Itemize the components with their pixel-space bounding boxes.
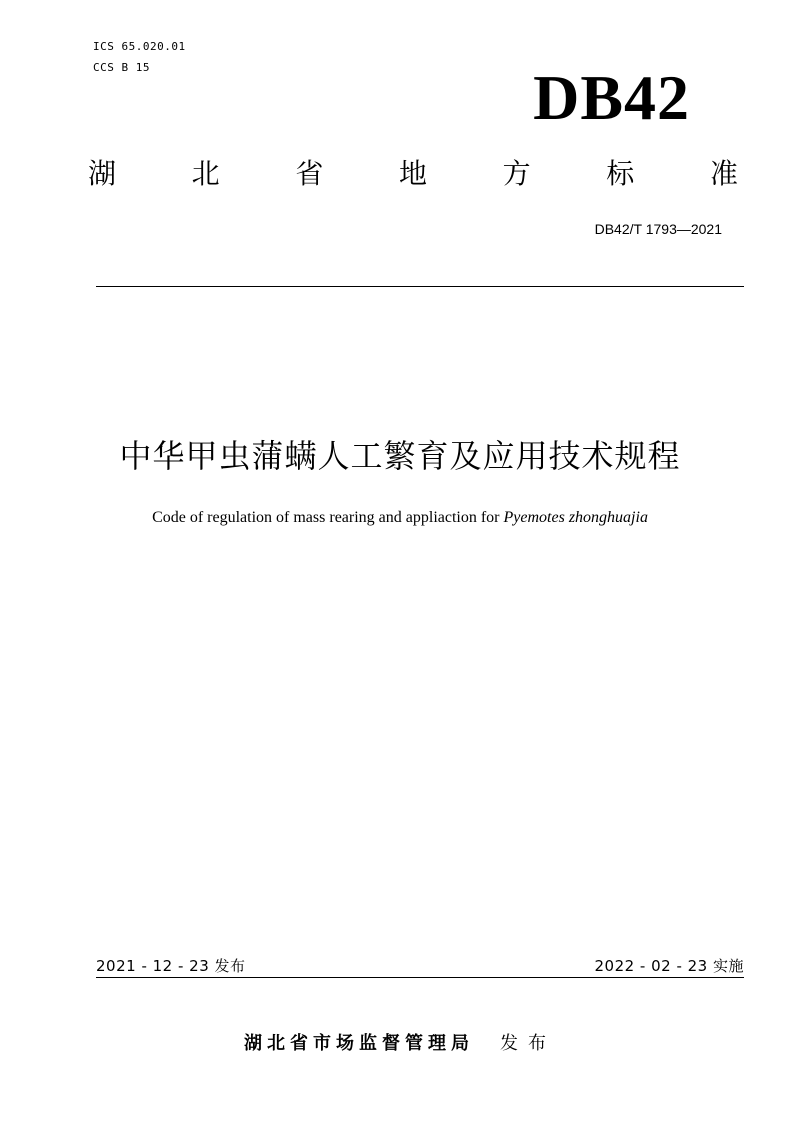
db-code-logo: DB42 bbox=[533, 62, 690, 133]
standard-type-char: 北 bbox=[191, 157, 220, 190]
standard-type-char: 准 bbox=[709, 157, 738, 190]
implementation-date: 2022 - 02 - 23 实施 bbox=[594, 957, 744, 975]
standard-type-char: 方 bbox=[502, 157, 531, 190]
english-title-text: Code of regulation of mass rearing and appliaction for bbox=[152, 509, 504, 526]
header-divider bbox=[96, 286, 744, 287]
publisher-line bbox=[0, 1032, 800, 1056]
standard-number: DB42/T 1793—2021 bbox=[594, 221, 722, 237]
standard-type-char: 湖 bbox=[88, 157, 117, 190]
ics-code: ICS 65.020.01 bbox=[93, 40, 186, 53]
standard-type-char: 标 bbox=[606, 157, 635, 190]
standard-type-char: 省 bbox=[295, 157, 324, 190]
species-name: Pyemotes zhonghuajia bbox=[503, 509, 648, 526]
document-title-chinese: 中华甲虫蒲螨人工繁育及应用技术规程 bbox=[119, 437, 681, 475]
issue-date: 2021 - 12 - 23 发布 bbox=[96, 957, 246, 975]
publisher-organization: 湖北省市场监督管理局 bbox=[244, 1033, 474, 1054]
footer-divider bbox=[96, 977, 744, 978]
publish-label: 发布 bbox=[500, 1033, 556, 1054]
document-title-english bbox=[0, 508, 800, 528]
ccs-code: CCS B 15 bbox=[93, 61, 150, 74]
standard-type-heading bbox=[88, 156, 738, 192]
standard-type-char: 地 bbox=[398, 157, 427, 190]
